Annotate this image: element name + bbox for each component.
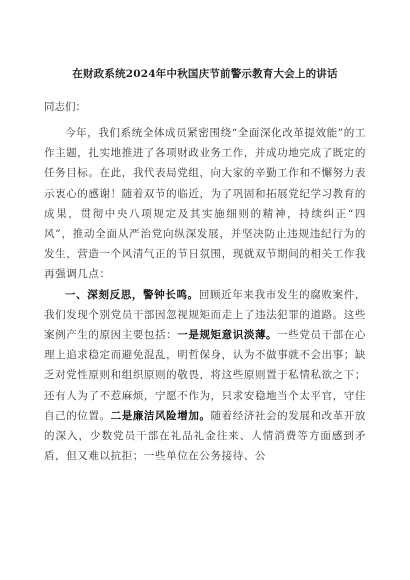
document-title: 在财政系统2024年中秋国庆节前警示教育大会上的讲话	[72, 68, 338, 80]
paragraph-text: 一些党员干部在心理上追求稳定而避免混乱，明哲保身，认为不做事就不会出事；缺乏对党性原则和组织原则的敬畏，将这些原则置于私情私欲之下；还有人为了不惹麻烦，宁愿不作为，只求安稳地当个太平官，守住自己的位置。	[44, 329, 366, 422]
salutation: 同志们：	[44, 101, 86, 113]
body-paragraph	[44, 123, 366, 285]
bold-heading-text: 一、深刻反思，警钟长鸣。	[65, 288, 199, 301]
paragraph-text: 回顾近年来我市发生的腐败案件，我们发现个别党员干部因忽视规矩而走上了违法犯罪的道路。这些案例产生的原因主要包括：	[44, 288, 367, 342]
bold-heading-text: 二是廉洁风险增加。	[110, 409, 211, 422]
body-paragraph	[44, 285, 366, 467]
paragraph-text: 今年，我们系统全体成员紧密围绕“全面深化改革提效能”的工作主题，扎实地推进了各项财政业务工作，并成功地完成了既定的任务目标。在此，我代表局党组，向大家的辛勤工作和不懈努力表示衷心的感谢！随着双节的临近，为了巩固和拓展党纪学习教育的成果，贯彻中央八项规定及其实施细则的精神，持续纠正“四风”，推动全面从严治党向纵深发展，并坚决防止违规违纪行为的发生，营造一个风清气正的节日氛围，现就双节期间的相关工作我再强调几点：	[44, 127, 366, 281]
paragraph-text: 随着经济社会的发展和改革开放的深入，少数党员干部在礼品礼金往来、人情消费等方面感到矛盾，但又难以抗拒；一些单位在公务接待、公	[44, 409, 366, 463]
bold-heading-text: 一是规矩意识淡薄。	[177, 329, 278, 342]
document-body	[44, 123, 366, 466]
